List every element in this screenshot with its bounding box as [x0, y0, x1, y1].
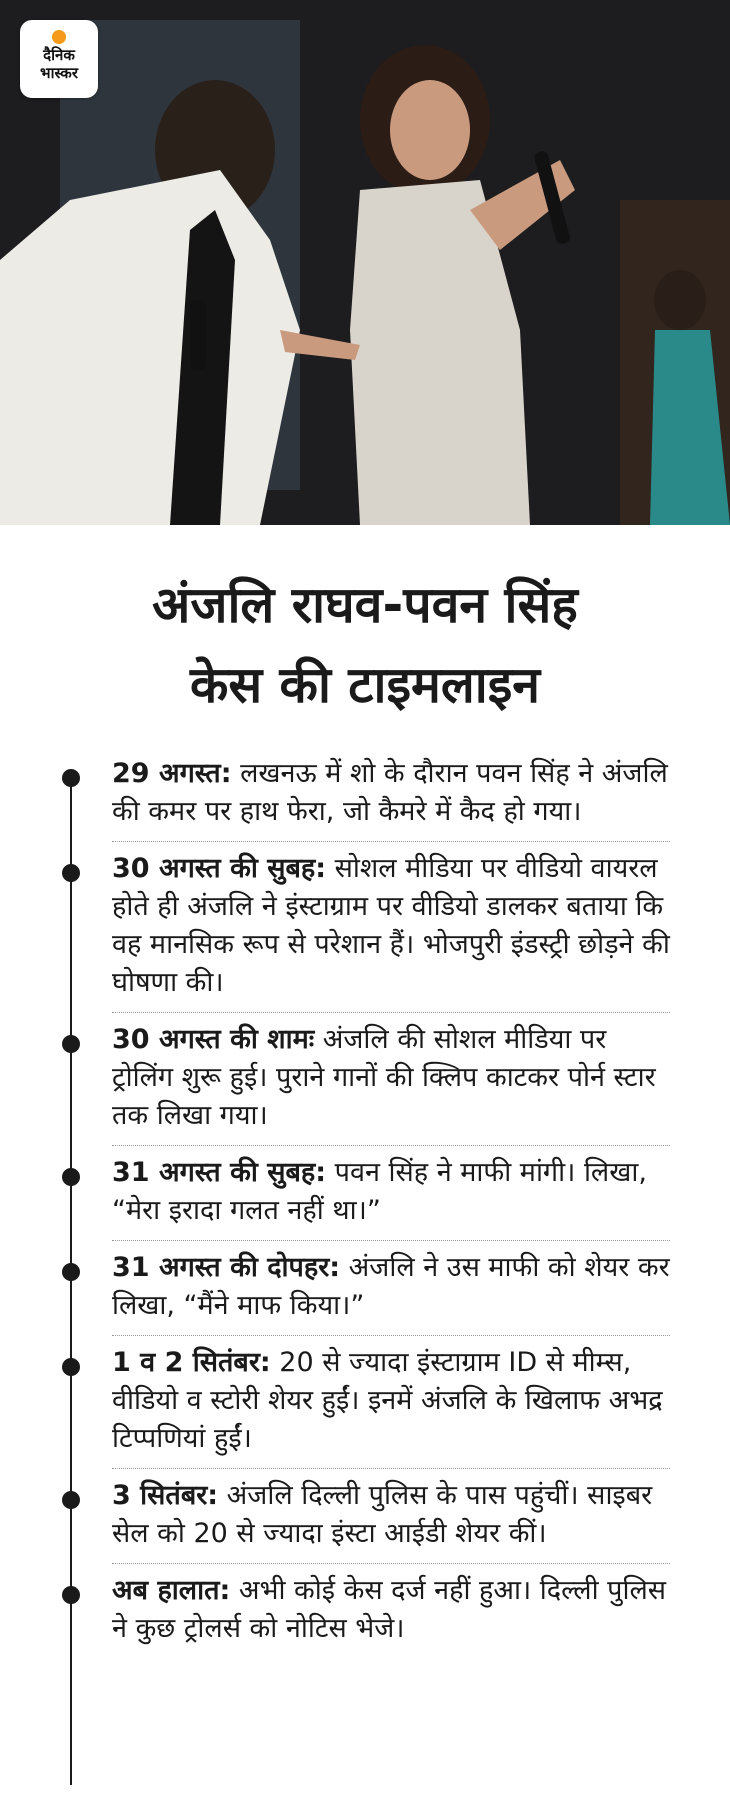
- logo-line-1: दैनिक: [43, 46, 75, 64]
- entry-text: अंजलि दिल्ली पुलिस के पास पहुंचीं। साइबर सेल को 20 से ज्यादा इंस्टा आईडी शेयर कीं।: [112, 1480, 653, 1549]
- timeline-entry: [0, 1336, 730, 1468]
- page-title: [0, 565, 730, 725]
- entry-date: 1 व 2 सितंबर:: [112, 1347, 271, 1378]
- timeline-bullet-icon: [62, 1358, 80, 1376]
- dainik-bhaskar-logo: [20, 20, 98, 98]
- timeline-bullet-icon: [62, 1035, 80, 1053]
- entry-date: 30 अगस्त की सुबह:: [112, 853, 327, 884]
- timeline-entry: [0, 747, 730, 841]
- timeline-bullet-icon: [62, 1263, 80, 1281]
- entry-text: सोशल मीडिया पर वीडियो वायरल होते ही अंजलि ने इंस्टाग्राम पर वीडियो डालकर बताया कि वह मानसिक रूप से परेशान हैं। भोजपुरी इंडस्ट्री छोड़ने की घोषणा की।: [112, 853, 670, 998]
- title-line-1: अंजलि राघव-पवन सिंह: [152, 576, 578, 634]
- header-photo: [0, 0, 730, 525]
- timeline-entry: [0, 1564, 730, 1658]
- timeline-entry: [0, 1241, 730, 1335]
- timeline-entry: [0, 842, 730, 1012]
- title-line-2: केस की टाइमलाइन: [189, 656, 541, 714]
- logo-sun-icon: [52, 30, 66, 44]
- timeline-entry: [0, 1146, 730, 1240]
- entry-date: 31 अगस्त की सुबह:: [112, 1157, 327, 1188]
- entry-text: अभी कोई केस दर्ज नहीं हुआ। दिल्ली पुलिस ने कुछ ट्रोलर्स को नोटिस भेजे।: [112, 1575, 667, 1644]
- timeline-bullet-icon: [62, 1168, 80, 1186]
- stage-photo-illustration: [0, 0, 730, 525]
- entry-date: 31 अगस्त की दोपहर:: [112, 1252, 341, 1283]
- entry-text: अंजलि की सोशल मीडिया पर ट्रोलिंग शुरू हुई। पुराने गानों की क्लिप काटकर पोर्न स्टार तक लिखा गया।: [112, 1024, 656, 1131]
- entry-date: अब हालात:: [112, 1575, 231, 1606]
- timeline-entry: [0, 1013, 730, 1145]
- timeline: [0, 747, 730, 1807]
- entry-text: पवन सिंह ने माफी मांगी। लिखा, “मेरा इरादा गलत नहीं था।”: [112, 1157, 647, 1226]
- entry-text: लखनऊ में शो के दौरान पवन सिंह ने अंजलि की कमर पर हाथ फेरा, जो कैमरे में कैद हो गया।: [112, 758, 668, 827]
- logo-line-2: भास्कर: [40, 64, 78, 82]
- timeline-bullet-icon: [62, 1586, 80, 1604]
- entry-date: 3 सितंबर:: [112, 1480, 219, 1511]
- timeline-bullet-icon: [62, 864, 80, 882]
- entry-date: 30 अगस्त की शामः: [112, 1024, 315, 1055]
- entry-date: 29 अगस्त:: [112, 758, 232, 789]
- timeline-bullet-icon: [62, 769, 80, 787]
- timeline-bullet-icon: [62, 1491, 80, 1509]
- timeline-entry: [0, 1469, 730, 1563]
- entry-text: अंजलि ने उस माफी को शेयर कर लिखा, “मैंने माफ किया।”: [112, 1252, 670, 1321]
- entry-text: 20 से ज्यादा इंस्टाग्राम ID से मीम्स, वीडियो व स्टोरी शेयर हुईं। इनमें अंजलि के खिलाफ अभद्र टिप्पणियां हुईं।: [112, 1347, 663, 1454]
